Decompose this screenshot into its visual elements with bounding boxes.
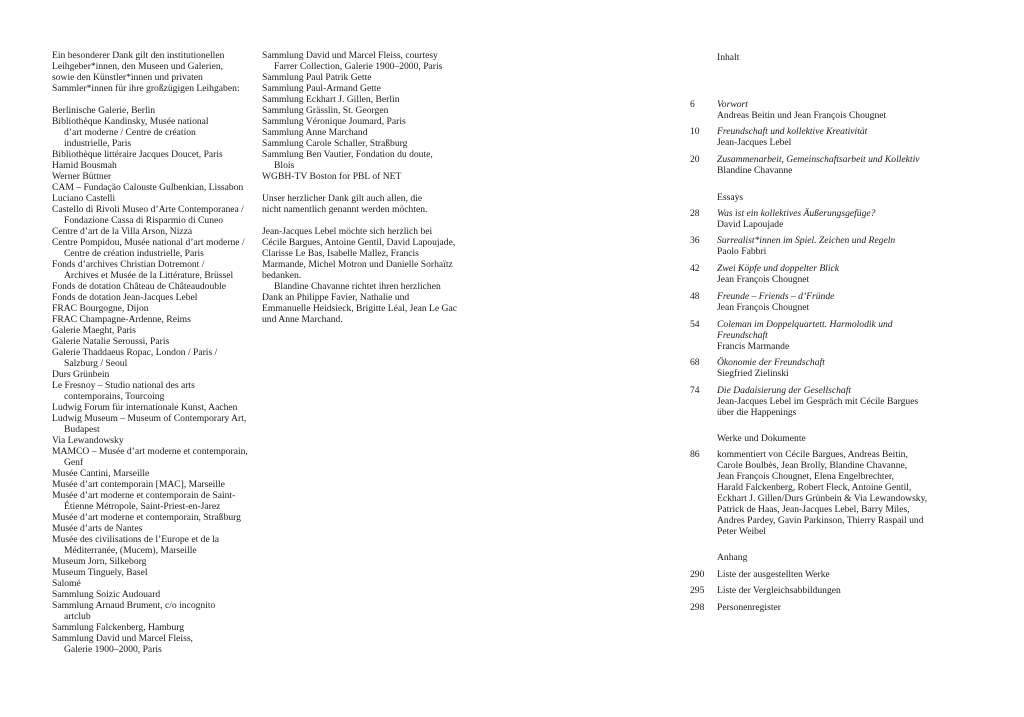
lender-line: Fondazione Cassa di Risparmio di Cuneo bbox=[64, 215, 224, 226]
toc-entry-author: über die Happenings bbox=[717, 407, 797, 418]
toc-entry-title: Freundschaft bbox=[717, 330, 768, 341]
toc-entry-author: Eckhart J. Gillen/Durs Grünbein & Via Lewandowsky, bbox=[717, 493, 928, 504]
lender-line: Archives et Musée de la Littérature, Brüssel bbox=[64, 270, 234, 281]
lender-line: Fonds d’archives Christian Dotremont / bbox=[52, 259, 205, 270]
thanks-line: Cécile Bargues, Antoine Gentil, David Lapoujade, bbox=[262, 237, 456, 248]
toc-entry-title: Zusammenarbeit, Gemeinschaftsarbeit und Kollektiv bbox=[717, 154, 920, 165]
lender-entry bbox=[52, 446, 252, 468]
thanks-line: und Anne Marchand. bbox=[262, 314, 343, 325]
lender-line: Luciano Castelli bbox=[52, 193, 116, 204]
toc-entry-title: Ökonomie der Freundschaft bbox=[717, 357, 825, 368]
toc-entry-author: Jean François Chougnet, Elena Engelbrechter, bbox=[717, 471, 895, 482]
lender-line: Werner Büttner bbox=[52, 171, 112, 182]
toc-section-heading: Werke und Dokumente bbox=[717, 433, 806, 444]
toc-entry-title: Liste der ausgestellten Werke bbox=[717, 569, 830, 580]
lender-line: Fonds de dotation Jean-Jacques Lebel bbox=[52, 292, 198, 303]
general-thanks bbox=[262, 193, 472, 215]
lender-line: Ludwig Museum – Museum of Contemporary Art, bbox=[52, 413, 247, 424]
lender-line: Musée Cantini, Marseille bbox=[52, 468, 150, 479]
lender-line: CAM – Fundação Calouste Gulbenkian, Lissabon bbox=[52, 182, 244, 193]
lender-line: MAMCO – Musée d’art moderne et contemporain, bbox=[52, 446, 248, 457]
lender-line: Sammlung Eckhart J. Gillen, Berlin bbox=[262, 94, 400, 105]
toc-entry-title: Zwei Köpfe und doppelter Blick bbox=[717, 263, 840, 274]
lender-line: Via Lewandowsky bbox=[52, 435, 124, 446]
lender-line: industrielle, Paris bbox=[64, 138, 132, 149]
lender-entry bbox=[52, 259, 252, 281]
toc-entry-title: Coleman im Doppelquartett. Harmolodik und bbox=[717, 319, 893, 330]
lender-line: WGBH-TV Boston for PBL of NET bbox=[262, 171, 402, 182]
toc-entry-author: Patrick de Haas, Jean-Jacques Lebel, Barry Miles, bbox=[717, 504, 910, 515]
lender-line: Musée des civilisations de l’Europe et de la bbox=[52, 534, 220, 545]
lender-line: Bibliothèque Kandinsky, Musée national bbox=[52, 116, 209, 127]
toc-page-number: 298 bbox=[690, 602, 705, 613]
toc-entry-title: Freunde – Friends – d’Fründe bbox=[717, 291, 835, 302]
lender-entry bbox=[262, 83, 472, 94]
lender-line: Hamid Bousmah bbox=[52, 160, 117, 171]
lender-line: Salomé bbox=[52, 578, 81, 589]
lender-entry bbox=[52, 402, 252, 413]
lender-line: Sammlung David und Marcel Fleiss, courtesy bbox=[262, 50, 438, 61]
lender-line: Sammlung Grässlin, St. Georgen bbox=[262, 105, 389, 116]
intro-line: Ein besonderer Dank gilt den institutionellen bbox=[52, 50, 225, 61]
lender-line: Centre Pompidou, Musée national d’art moderne / bbox=[52, 237, 245, 248]
lender-entry bbox=[262, 105, 472, 116]
lender-line: d’art moderne / Centre de création bbox=[64, 127, 196, 138]
lender-entry bbox=[52, 589, 252, 600]
lender-line: Sammlung Arnaud Brument, c/o incognito bbox=[52, 600, 216, 611]
lenders-list bbox=[52, 105, 252, 655]
lender-line: Centre d’art de la Villa Arson, Nizza bbox=[52, 226, 193, 237]
lender-entry bbox=[52, 413, 252, 435]
lender-line: Blois bbox=[274, 160, 295, 171]
toc-entry-author: Siegfried Zielinski bbox=[717, 368, 789, 379]
lender-entry bbox=[52, 512, 252, 523]
toc-page-number: 68 bbox=[690, 357, 700, 368]
toc-entry-author: Jean-Jacques Lebel im Gespräch mit Cécile Bargues bbox=[717, 396, 919, 407]
lender-line: Fonds de dotation Château de Châteaudouble bbox=[52, 281, 226, 292]
lender-entry bbox=[52, 237, 252, 259]
toc-page-number: 28 bbox=[690, 208, 700, 219]
toc-entry-author: Peter Weibel bbox=[717, 526, 766, 537]
toc-page-number: 20 bbox=[690, 154, 700, 165]
toc-entry-title: Personenregister bbox=[717, 602, 781, 613]
lender-line: Galerie 1900–2000, Paris bbox=[64, 644, 162, 655]
lender-entry bbox=[52, 292, 252, 303]
lender-entry bbox=[52, 182, 252, 193]
personal-thanks bbox=[262, 226, 472, 325]
lenders-column-left bbox=[52, 50, 252, 655]
lender-entry bbox=[262, 72, 472, 83]
lender-line: Galerie Maeght, Paris bbox=[52, 325, 136, 336]
toc-heading: Inhalt bbox=[717, 52, 740, 63]
lender-line: Museum Jorn, Silkeborg bbox=[52, 556, 147, 567]
toc-entry-title: Liste der Vergleichsabbildungen bbox=[717, 585, 841, 596]
toc-page-number: 74 bbox=[690, 385, 700, 396]
toc-entry-title: Was ist ein kollektives Äußerungsgefüge? bbox=[717, 208, 876, 219]
lender-entry bbox=[52, 160, 252, 171]
lenders-list bbox=[262, 50, 472, 182]
lender-entry bbox=[52, 600, 252, 622]
lender-line: Étienne Métropole, Saint-Priest-en-Jarez bbox=[64, 501, 221, 512]
lender-entry bbox=[262, 149, 472, 171]
toc-page-number: 6 bbox=[690, 99, 695, 110]
toc-section-heading: Essays bbox=[717, 192, 744, 203]
lender-line: Musée d’arts de Nantes bbox=[52, 523, 143, 534]
lender-line: Sammlung Ben Vautier, Fondation du doute, bbox=[262, 149, 433, 160]
lender-line: Galerie Thaddaeus Ropac, London / Paris / bbox=[52, 347, 218, 358]
toc-entry-title: Freundschaft und kollektive Kreativität bbox=[717, 126, 868, 137]
lender-line: FRAC Bourgogne, Dijon bbox=[52, 303, 149, 314]
lender-line: Sammlung David und Marcel Fleiss, bbox=[52, 633, 193, 644]
lender-line: Farrer Collection, Galerie 1900–2000, Paris bbox=[274, 61, 443, 72]
toc-entry-author: Jean François Chougnet bbox=[717, 274, 810, 285]
toc-entry-author: David Lapoujade bbox=[717, 219, 784, 230]
lender-entry bbox=[52, 116, 252, 149]
lender-entry bbox=[52, 468, 252, 479]
lender-line: Genf bbox=[64, 457, 84, 468]
toc-entry-author: Paolo Fabbri bbox=[717, 246, 767, 257]
thanks-line: bedanken. bbox=[262, 270, 302, 281]
lender-entry bbox=[52, 105, 252, 116]
toc-page-number: 42 bbox=[690, 263, 700, 274]
lender-entry bbox=[52, 347, 252, 369]
toc-entry-title: Die Dadaisierung der Gesellschaft bbox=[717, 385, 852, 396]
lender-line: Sammlung Anne Marchand bbox=[262, 127, 368, 138]
lender-line: FRAC Champagne-Ardenne, Reims bbox=[52, 314, 191, 325]
lender-entry bbox=[52, 622, 252, 633]
lender-line: contemporains, Tourcoing bbox=[64, 391, 165, 402]
toc-page-number: 54 bbox=[690, 319, 700, 330]
lender-entry bbox=[52, 567, 252, 578]
toc-entry-author: Jean-Jacques Lebel bbox=[717, 137, 792, 148]
lender-line: Bibliothèque littéraire Jacques Doucet, Paris bbox=[52, 149, 223, 160]
lender-line: Musée d’art moderne et contemporain, Straßburg bbox=[52, 512, 241, 523]
toc-page-number: 36 bbox=[690, 235, 700, 246]
thanks-line: Clarisse Le Bas, Isabelle Mallez, Francis bbox=[262, 248, 419, 259]
lender-line: Salzburg / Seoul bbox=[64, 358, 128, 369]
lender-line: Sammlung Soizic Audouard bbox=[52, 589, 161, 600]
toc-page-number: 86 bbox=[690, 449, 700, 460]
lender-entry bbox=[52, 523, 252, 534]
lender-line: Musée d’art moderne et contemporain de Saint- bbox=[52, 490, 236, 501]
thanks-line: Blandine Chavanne richtet ihren herzlichen bbox=[274, 281, 441, 292]
lender-entry bbox=[262, 138, 472, 149]
toc-entry-title: Surrealist*innen im Spiel. Zeichen und Regeln bbox=[717, 235, 896, 246]
lender-entry bbox=[52, 490, 252, 512]
lender-entry bbox=[52, 226, 252, 237]
lender-line: Centre de création industrielle, Paris bbox=[64, 248, 204, 259]
intro-line: sowie den Künstler*innen und privaten bbox=[52, 72, 203, 83]
thanks-line: Unser herzlicher Dank gilt auch allen, die bbox=[262, 193, 423, 204]
toc-page-number: 48 bbox=[690, 291, 700, 302]
toc-page-number: 10 bbox=[690, 126, 700, 137]
toc-entry-author: Andreas Beitin und Jean François Chougnet bbox=[717, 110, 887, 121]
lender-entry bbox=[52, 534, 252, 556]
lender-line: Berlinische Galerie, Berlin bbox=[52, 105, 156, 116]
thanks-line: nicht namentlich genannt werden möchten. bbox=[262, 204, 428, 215]
toc-entry-author: Francis Marmande bbox=[717, 341, 790, 352]
lender-line: Durs Grünbein bbox=[52, 369, 110, 380]
lender-line: Ludwig Forum für internationale Kunst, Aachen bbox=[52, 402, 238, 413]
toc-entry-author: Carole Boulbès, Jean Brolly, Blandine Chavanne, bbox=[717, 460, 908, 471]
lender-entry bbox=[262, 50, 472, 72]
lender-entry bbox=[52, 303, 252, 314]
lender-line: Méditerranée, (Mucem), Marseille bbox=[64, 545, 197, 556]
toc-entry-title: Vorwort bbox=[717, 99, 748, 110]
lender-line: Sammlung Falckenberg, Hamburg bbox=[52, 622, 185, 633]
lender-entry bbox=[52, 435, 252, 446]
lender-line: artclub bbox=[64, 611, 91, 622]
lender-entry bbox=[52, 325, 252, 336]
lender-line: Le Fresnoy – Studio national des arts bbox=[52, 380, 195, 391]
toc-entry-author: Blandine Chavanne bbox=[717, 165, 793, 176]
lender-entry bbox=[52, 204, 252, 226]
toc-page-number: 295 bbox=[690, 585, 705, 596]
lender-line: Musée d’art contemporain [MAC], Marseille bbox=[52, 479, 225, 490]
lender-entry bbox=[52, 633, 252, 655]
lender-entry bbox=[52, 380, 252, 402]
lender-line: Budapest bbox=[64, 424, 100, 435]
lender-line: Castello di Rivoli Museo d’Arte Contemporanea / bbox=[52, 204, 244, 215]
lender-entry bbox=[262, 127, 472, 138]
intro-line: Leihgeber*innen, den Museen und Galerien, bbox=[52, 61, 224, 72]
lender-line: Sammlung Véronique Joumard, Paris bbox=[262, 116, 406, 127]
thanks-line: Marmande, Michel Motron und Danielle Sorhaïtz bbox=[262, 259, 453, 270]
toc-entry-author: Jean François Chougnet bbox=[717, 302, 810, 313]
lender-entry bbox=[52, 281, 252, 292]
lender-entry bbox=[52, 171, 252, 182]
toc-section-heading: Anhang bbox=[717, 552, 748, 563]
toc-entry-author: kommentiert von Cécile Bargues, Andreas Beitin, bbox=[717, 449, 908, 460]
toc-entry-author: Andres Pardey, Gavin Parkinson, Thierry Raspail und bbox=[717, 515, 924, 526]
lender-entry bbox=[262, 116, 472, 127]
intro-line: Sammler*innen für ihre großzügigen Leihgaben: bbox=[52, 83, 240, 94]
lender-entry bbox=[52, 314, 252, 325]
lenders-column-middle bbox=[262, 50, 472, 325]
lender-entry bbox=[52, 149, 252, 160]
lender-entry bbox=[52, 336, 252, 347]
thanks-line: Dank an Philippe Favier, Nathalie und bbox=[262, 292, 410, 303]
lender-entry bbox=[52, 193, 252, 204]
lender-line: Sammlung Paul Patrik Gette bbox=[262, 72, 372, 83]
lender-entry bbox=[52, 369, 252, 380]
lender-line: Sammlung Carole Schaller, Straßburg bbox=[262, 138, 408, 149]
intro-paragraph bbox=[52, 50, 252, 94]
thanks-line: Emmanuelle Heidsieck, Brigitte Léal, Jean Le Gac bbox=[262, 303, 457, 314]
lender-entry bbox=[52, 556, 252, 567]
toc-entry-author: Harald Falckenberg, Robert Fleck, Antoine Gentil, bbox=[717, 482, 912, 493]
lender-entry bbox=[262, 94, 472, 105]
lender-entry bbox=[52, 578, 252, 589]
toc-page-number: 290 bbox=[690, 569, 705, 580]
lender-entry bbox=[52, 479, 252, 490]
lender-line: Sammlung Paul-Armand Gette bbox=[262, 83, 381, 94]
lender-line: Galerie Natalie Seroussi, Paris bbox=[52, 336, 170, 347]
lender-line: Museum Tinguely, Basel bbox=[52, 567, 148, 578]
thanks-line: Jean-Jacques Lebel möchte sich herzlich bei bbox=[262, 226, 433, 237]
lender-entry bbox=[262, 171, 472, 182]
